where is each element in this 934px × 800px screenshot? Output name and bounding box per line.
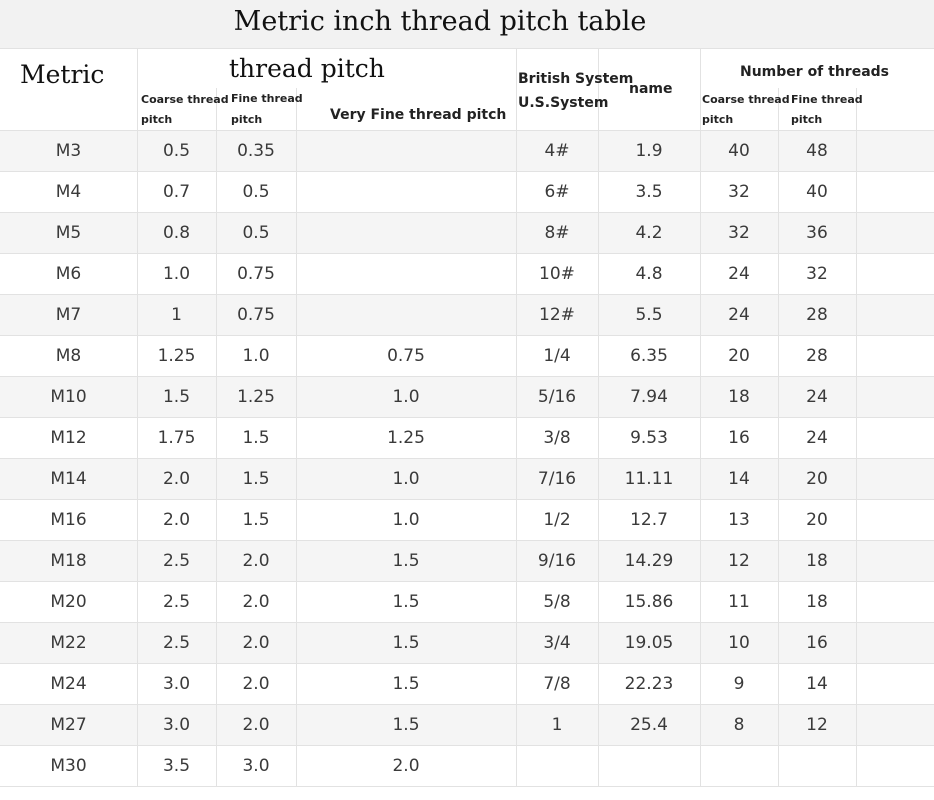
cell-tpi-fine: 36 bbox=[806, 223, 828, 243]
table-row bbox=[0, 336, 934, 377]
cell-very-fine bbox=[296, 254, 516, 295]
cell-very-fine: 1.5 bbox=[392, 674, 420, 694]
cell-tpi-fine: 40 bbox=[806, 182, 828, 202]
header-divider bbox=[700, 48, 701, 130]
cell-fine: 0.75 bbox=[237, 305, 275, 325]
table-row bbox=[0, 746, 934, 787]
cell-very-fine: 2.0 bbox=[392, 756, 420, 776]
cell-coarse: 2.5 bbox=[162, 551, 191, 571]
cell-metric: M20 bbox=[50, 592, 87, 612]
cell-fine: 0.75 bbox=[237, 264, 275, 284]
cell-very-fine bbox=[296, 131, 516, 172]
cell-tpi-fine: 48 bbox=[806, 141, 828, 161]
cell-tpi-coarse: 32 bbox=[728, 223, 750, 243]
cell-name: 19.05 bbox=[624, 633, 674, 653]
cell-fine: 1.0 bbox=[242, 346, 270, 366]
header-divider bbox=[598, 48, 599, 130]
cell-tpi-coarse: 24 bbox=[728, 264, 750, 284]
cell-name: 7.94 bbox=[630, 387, 668, 407]
column-divider bbox=[296, 131, 297, 787]
cell-metric: M22 bbox=[50, 633, 87, 653]
cell-name: 25.4 bbox=[630, 715, 668, 735]
cell-metric: M3 bbox=[55, 141, 82, 161]
cell-fine: 2.0 bbox=[242, 551, 270, 571]
cell-metric: M6 bbox=[55, 264, 82, 284]
column-divider bbox=[778, 131, 779, 787]
header-very-fine-pitch: Very Fine thread pitch bbox=[330, 107, 507, 123]
header-tpi-coarse-line2: pitch bbox=[702, 113, 734, 126]
header-coarse-pitch-line2: pitch bbox=[141, 113, 173, 126]
cell-metric: M30 bbox=[50, 756, 87, 776]
cell-very-fine: 0.75 bbox=[387, 346, 425, 366]
table-row bbox=[0, 459, 934, 500]
cell-tpi-fine: 18 bbox=[806, 551, 828, 571]
cell-tpi-coarse: 14 bbox=[728, 469, 750, 489]
cell-very-fine bbox=[296, 295, 516, 336]
cell-coarse: 3.5 bbox=[162, 756, 191, 776]
cell-coarse: 3.0 bbox=[162, 715, 191, 735]
cell-very-fine: 1.25 bbox=[387, 428, 425, 448]
header-tpi-fine-line1: Fine thread bbox=[791, 93, 863, 106]
column-divider bbox=[216, 131, 217, 787]
cell-name: 1.9 bbox=[635, 141, 663, 161]
column-divider bbox=[700, 131, 701, 787]
cell-metric: M12 bbox=[50, 428, 87, 448]
cell-fine: 2.0 bbox=[242, 674, 270, 694]
cell-inch bbox=[516, 746, 598, 787]
cell-name: 11.11 bbox=[624, 469, 674, 489]
cell-name: 15.86 bbox=[624, 592, 674, 612]
cell-very-fine bbox=[296, 213, 516, 254]
cell-tpi-fine: 24 bbox=[806, 387, 828, 407]
cell-metric: M18 bbox=[50, 551, 87, 571]
cell-inch: 7/16 bbox=[537, 469, 577, 489]
cell-coarse: 2.0 bbox=[162, 510, 191, 530]
cell-inch: 1 bbox=[551, 715, 563, 735]
header-fine-pitch-line2: pitch bbox=[231, 113, 263, 126]
table-row bbox=[0, 664, 934, 705]
cell-fine: 0.35 bbox=[237, 141, 275, 161]
cell-tpi-coarse: 20 bbox=[728, 346, 750, 366]
cell-inch: 5/16 bbox=[537, 387, 577, 407]
table-row bbox=[0, 213, 934, 254]
cell-tpi-coarse: 9 bbox=[733, 674, 745, 694]
cell-fine: 2.0 bbox=[242, 715, 270, 735]
cell-metric: M4 bbox=[55, 182, 82, 202]
cell-fine: 0.5 bbox=[242, 182, 270, 202]
page-title: Metric inch thread pitch table bbox=[233, 6, 647, 37]
cell-name: 14.29 bbox=[624, 551, 674, 571]
cell-metric: M5 bbox=[55, 223, 82, 243]
cell-inch: 6# bbox=[544, 182, 570, 202]
cell-tpi-fine: 28 bbox=[806, 305, 828, 325]
column-divider bbox=[598, 131, 599, 787]
cell-tpi-coarse: 16 bbox=[728, 428, 750, 448]
cell-fine: 3.0 bbox=[242, 756, 270, 776]
cell-tpi-fine: 32 bbox=[806, 264, 828, 284]
column-divider bbox=[516, 131, 517, 787]
cell-coarse: 2.5 bbox=[162, 633, 191, 653]
cell-name: 5.5 bbox=[635, 305, 663, 325]
cell-inch: 10# bbox=[539, 264, 575, 284]
cell-tpi-coarse: 12 bbox=[728, 551, 750, 571]
cell-name: 22.23 bbox=[624, 674, 674, 694]
table-row bbox=[0, 582, 934, 623]
cell-tpi-coarse: 13 bbox=[728, 510, 750, 530]
cell-very-fine: 1.5 bbox=[392, 715, 420, 735]
header-us-system: U.S.System bbox=[518, 95, 609, 111]
cell-tpi-fine: 28 bbox=[806, 346, 828, 366]
cell-inch: 5/8 bbox=[543, 592, 571, 612]
cell-coarse: 1.0 bbox=[162, 264, 191, 284]
cell-coarse: 0.7 bbox=[162, 182, 191, 202]
header-tpi-coarse-line1: Coarse thread bbox=[702, 93, 790, 106]
cell-name bbox=[598, 746, 700, 787]
cell-tpi-coarse: 11 bbox=[728, 592, 750, 612]
cell-metric: M7 bbox=[55, 305, 82, 325]
table-row bbox=[0, 377, 934, 418]
cell-inch: 12# bbox=[539, 305, 575, 325]
cell-tpi-coarse: 32 bbox=[728, 182, 750, 202]
header-number-of-threads: Number of threads bbox=[740, 64, 890, 80]
table-row bbox=[0, 254, 934, 295]
cell-coarse: 0.5 bbox=[162, 141, 191, 161]
cell-tpi-coarse: 10 bbox=[728, 633, 750, 653]
cell-inch: 3/8 bbox=[543, 428, 571, 448]
cell-coarse: 1.25 bbox=[157, 346, 196, 366]
cell-metric: M24 bbox=[50, 674, 87, 694]
cell-tpi-coarse bbox=[700, 746, 778, 787]
header-coarse-pitch-line1: Coarse thread bbox=[141, 93, 229, 106]
header-british-system: British System bbox=[518, 71, 634, 87]
cell-inch: 7/8 bbox=[543, 674, 571, 694]
cell-coarse: 1.5 bbox=[162, 387, 191, 407]
cell-fine: 2.0 bbox=[242, 592, 270, 612]
table-row bbox=[0, 623, 934, 664]
cell-tpi-fine bbox=[778, 746, 856, 787]
cell-coarse: 2.0 bbox=[162, 469, 191, 489]
cell-metric: M14 bbox=[50, 469, 87, 489]
table-row bbox=[0, 418, 934, 459]
header-metric: Metric bbox=[20, 60, 105, 89]
cell-coarse: 2.5 bbox=[162, 592, 191, 612]
cell-fine: 1.5 bbox=[242, 428, 270, 448]
cell-inch: 1/2 bbox=[543, 510, 571, 530]
cell-name: 9.53 bbox=[630, 428, 668, 448]
header-tpi-fine-line2: pitch bbox=[791, 113, 823, 126]
cell-tpi-fine: 20 bbox=[806, 510, 828, 530]
cell-tpi-fine: 24 bbox=[806, 428, 828, 448]
cell-very-fine: 1.5 bbox=[392, 633, 420, 653]
cell-inch: 3/4 bbox=[543, 633, 571, 653]
cell-very-fine: 1.0 bbox=[392, 387, 420, 407]
header-name: name bbox=[629, 81, 673, 97]
cell-coarse: 1.75 bbox=[157, 428, 196, 448]
header-top-line bbox=[0, 48, 934, 49]
cell-coarse: 1 bbox=[171, 305, 182, 325]
cell-tpi-coarse: 40 bbox=[728, 141, 750, 161]
cell-fine: 0.5 bbox=[242, 223, 270, 243]
table-row bbox=[0, 131, 934, 172]
cell-tpi-fine: 20 bbox=[806, 469, 828, 489]
cell-name: 4.8 bbox=[635, 264, 663, 284]
cell-tpi-fine: 18 bbox=[806, 592, 828, 612]
table-row bbox=[0, 295, 934, 336]
cell-very-fine: 1.5 bbox=[392, 592, 420, 612]
table-row bbox=[0, 705, 934, 746]
cell-metric: M27 bbox=[50, 715, 87, 735]
cell-tpi-fine: 14 bbox=[806, 674, 828, 694]
cell-inch: 1/4 bbox=[543, 346, 571, 366]
cell-name: 4.2 bbox=[635, 223, 663, 243]
cell-name: 6.35 bbox=[630, 346, 668, 366]
row-divider bbox=[0, 786, 934, 787]
cell-inch: 8# bbox=[544, 223, 570, 243]
cell-very-fine: 1.5 bbox=[392, 551, 420, 571]
cell-fine: 2.0 bbox=[242, 633, 270, 653]
header-thread-pitch: thread pitch bbox=[229, 54, 385, 83]
cell-fine: 1.5 bbox=[242, 510, 270, 530]
cell-inch: 4# bbox=[544, 141, 570, 161]
column-divider bbox=[856, 131, 857, 787]
cell-tpi-coarse: 24 bbox=[728, 305, 750, 325]
cell-tpi-coarse: 8 bbox=[733, 715, 745, 735]
cell-coarse: 0.8 bbox=[162, 223, 191, 243]
table-row bbox=[0, 500, 934, 541]
cell-tpi-coarse: 18 bbox=[728, 387, 750, 407]
table-row bbox=[0, 172, 934, 213]
cell-very-fine: 1.0 bbox=[392, 469, 420, 489]
header-divider bbox=[137, 48, 138, 130]
cell-coarse: 3.0 bbox=[162, 674, 191, 694]
column-divider bbox=[137, 131, 138, 787]
cell-name: 12.7 bbox=[630, 510, 668, 530]
cell-very-fine bbox=[296, 172, 516, 213]
header-fine-pitch-line1: Fine thread bbox=[231, 92, 303, 105]
header-divider bbox=[516, 48, 517, 130]
cell-name: 3.5 bbox=[635, 182, 663, 202]
cell-very-fine: 1.0 bbox=[392, 510, 420, 530]
cell-inch: 9/16 bbox=[537, 551, 577, 571]
cell-metric: M10 bbox=[50, 387, 87, 407]
table-row bbox=[0, 541, 934, 582]
cell-metric: M16 bbox=[50, 510, 87, 530]
cell-fine: 1.25 bbox=[237, 387, 275, 407]
cell-metric: M8 bbox=[55, 346, 82, 366]
cell-tpi-fine: 12 bbox=[806, 715, 828, 735]
cell-tpi-fine: 16 bbox=[806, 633, 828, 653]
cell-fine: 1.5 bbox=[242, 469, 270, 489]
